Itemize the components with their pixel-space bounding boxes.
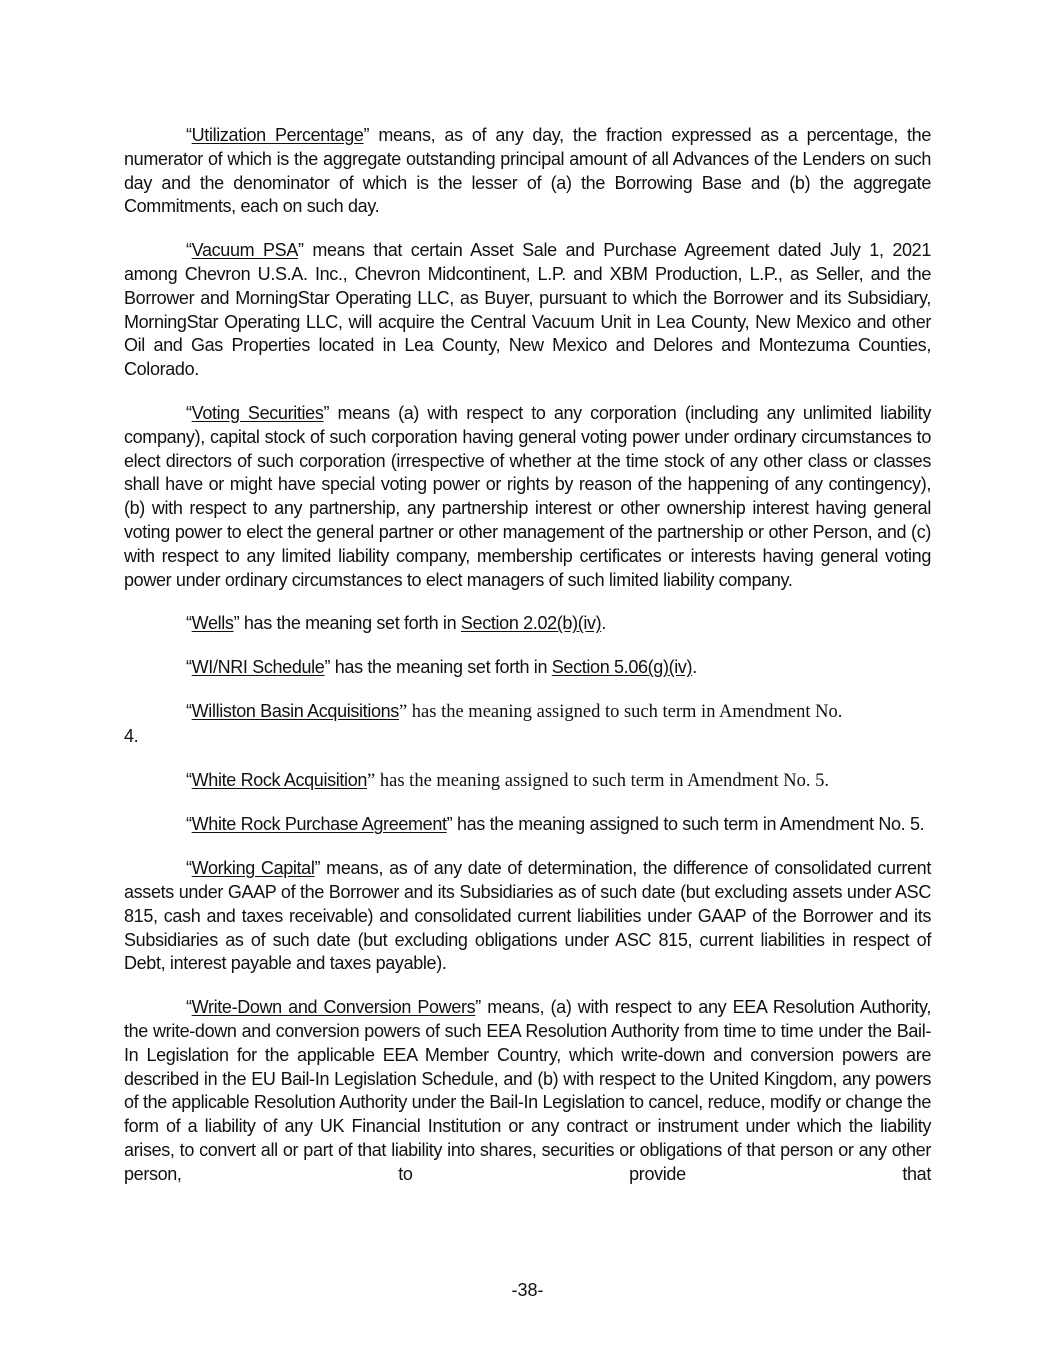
definition-body: has the meaning assigned to such term in Amendment No. bbox=[407, 701, 843, 722]
defined-term: Working Capital bbox=[191, 858, 315, 879]
definition-utilization-percentage bbox=[124, 124, 931, 219]
open-quote: “ bbox=[186, 240, 192, 261]
period: . bbox=[692, 657, 697, 678]
page-number: -38- bbox=[511, 1280, 544, 1300]
definition-body: means, (a) with respect to any EEA Resolution Authority, the write-down and conversion powers of such EEA Resolution Authority from time to time under the Bail-In Legislation for the applicable EEA Member Country, which write-down and conversion powers are described in the EU Bail-In Legislation Schedule, and (b) with respect to the United Kingdom, any powers of the applicable Resolution Authority under the Bail-In Legislation to cancel, reduce, modify or change the form of a liability of any UK Financial Institution or any contract or instrument under which the liability arises, to convert all or part of that liability into shares, securities or obligations of that person or any other person, to provide that bbox=[124, 997, 931, 1184]
definition-wi-nri-schedule bbox=[124, 656, 931, 680]
section-reference-link[interactable]: Section 5.06(g)(iv) bbox=[551, 657, 693, 678]
definition-wells bbox=[124, 612, 931, 636]
open-quote: “ bbox=[186, 402, 192, 423]
definition-body: means, as of any date of determination, the difference of consolidated current assets under GAAP of the Borrower and its Subsidiaries as of such date (but excluding assets under ASC 815, cash and taxes receivable) and consolidated current liabilities under GAAP of the Borrower and its Subsidiaries as of such date (but excluding obligations under ASC 815, current liabilities in respect of Debt, interest payable and taxes payable). bbox=[124, 858, 931, 974]
definition-body: has the meaning set forth in bbox=[330, 657, 552, 678]
definition-white-rock-purchase-agreement bbox=[124, 813, 931, 837]
definition-write-down-and-conversion-powers bbox=[124, 996, 931, 1186]
definition-williston-continuation bbox=[124, 725, 931, 749]
close-quote: ” bbox=[324, 657, 331, 678]
defined-term: Write-Down and Conversion Powers bbox=[191, 997, 476, 1018]
definition-body: has the meaning assigned to such term in Amendment No. 5. bbox=[375, 770, 829, 791]
definition-working-capital bbox=[124, 857, 931, 976]
period: . bbox=[601, 613, 606, 634]
open-quote: “ bbox=[186, 997, 192, 1018]
definition-voting-securities bbox=[124, 402, 931, 592]
definition-body: has the meaning assigned to such term in Amendment No. 5. bbox=[452, 814, 925, 835]
open-quote: “ bbox=[186, 657, 192, 678]
defined-term: WI/NRI Schedule bbox=[191, 657, 325, 678]
close-quote: ” bbox=[398, 701, 408, 722]
definition-body: means that certain Asset Sale and Purchase Agreement dated July 1, 2021 among Chevron U.S.A. Inc., Chevron Midcontinent, L.P. and XBM Production, L.P., as Seller, and the Borrower and MorningStar Operating LLC, as Buyer, pursuant to which the Borrower and its Subsidiary, MorningStar Operating LLC, will acquire the Central Vacuum Unit in Lea County, New Mexico and other Oil and Gas Properties located in Lea County, New Mexico and Delores and Montezuma Counties, Colorado. bbox=[124, 240, 932, 380]
close-quote: ” bbox=[446, 814, 453, 835]
document-page bbox=[124, 124, 931, 1206]
defined-term: Wells bbox=[191, 613, 234, 634]
close-quote: ” bbox=[314, 858, 321, 879]
close-quote: ” bbox=[363, 125, 370, 145]
open-quote: “ bbox=[186, 613, 192, 634]
open-quote: “ bbox=[186, 858, 192, 879]
defined-term: Voting Securities bbox=[191, 402, 324, 423]
section-reference-link[interactable]: Section 2.02(b)(iv) bbox=[460, 613, 602, 634]
close-quote: ” bbox=[297, 240, 304, 261]
close-quote: ” bbox=[233, 613, 240, 634]
defined-term: White Rock Purchase Agreement bbox=[191, 814, 447, 835]
definition-body-continuation: 4. bbox=[124, 725, 139, 746]
definition-body: means (a) with respect to any corporation (including any unlimited liability company), capital stock of such corporation having general voting power under ordinary circumstances to elect directors of such corporation (irrespective of whether at the time stock of any other class or classes shall have or might have special voting power or rights by reason of the happening of any contingency), (b) with respect to any partnership, any partnership interest or other ownership interest having general voting power to elect the general partner or other management of the partnership or other Person, and (c) with respect to any limited liability company, membership certificates or interests having general voting power under ordinary circumstances to elect managers of such limited liability company. bbox=[124, 402, 931, 590]
definition-body: has the meaning set forth in bbox=[239, 613, 461, 634]
open-quote: “ bbox=[186, 814, 192, 835]
open-quote: “ bbox=[186, 769, 192, 790]
defined-term: White Rock Acquisition bbox=[191, 769, 368, 790]
definition-vacuum-psa bbox=[124, 239, 931, 382]
definition-white-rock-acquisition bbox=[124, 769, 931, 794]
defined-term: Vacuum PSA bbox=[191, 240, 298, 261]
open-quote: “ bbox=[186, 125, 192, 145]
open-quote: “ bbox=[186, 700, 192, 721]
definition-body: means, as of any day, the fraction expressed as a percentage, the numerator of which is the aggregate outstanding principal amount of all Advances of the Lenders on such day and the denominator of which is the lesser of (a) the Borrowing Base and (b) the aggregate Commitments, each on such day. bbox=[124, 125, 931, 217]
definition-williston-basin-acquisitions bbox=[124, 700, 931, 725]
close-quote: ” bbox=[475, 997, 481, 1018]
defined-term: Williston Basin Acquisitions bbox=[191, 700, 399, 721]
close-quote: ” bbox=[323, 402, 330, 423]
defined-term: Utilization Percentage bbox=[191, 125, 364, 145]
close-quote: ” bbox=[367, 770, 376, 791]
